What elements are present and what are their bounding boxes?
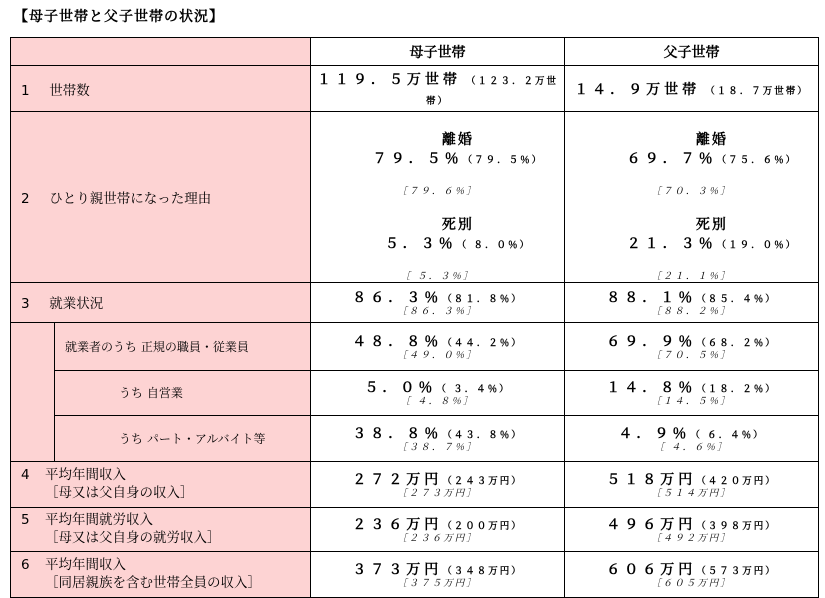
value-main: ８６．３％	[352, 289, 443, 306]
mother-cell	[311, 507, 565, 551]
divorce-label: 離婚	[695, 132, 728, 149]
value-main: ５．０％	[364, 380, 437, 397]
table-row	[11, 507, 819, 551]
row-title: うち 自営業	[55, 370, 311, 415]
value-prev: ［２７３万円］	[397, 487, 478, 499]
value-paren: （１９．０％）	[716, 239, 798, 251]
value-main: １１９．５万世帯	[316, 72, 461, 88]
value-prev: ［２３６万円］	[397, 532, 478, 544]
value-prev: ［ ４．６％］	[654, 441, 729, 453]
mother-cell	[311, 66, 565, 112]
value-main: １４．９万世帯	[574, 81, 701, 98]
value-paren: （ ３．４％）	[436, 384, 511, 396]
value-main: １４．８％	[606, 380, 697, 397]
status-table	[10, 37, 819, 598]
value-paren: （２００万円）	[442, 520, 523, 532]
row-number: 4	[21, 466, 30, 483]
value-main: ５１８万円	[606, 471, 697, 488]
father-cell	[565, 370, 819, 415]
value-main: ３８．８％	[352, 425, 443, 442]
father-cell	[565, 415, 819, 461]
father-cell	[565, 551, 819, 597]
value-paren: （４３．８％）	[442, 429, 523, 441]
death-label: 死別	[695, 217, 728, 234]
value-main: ２１．３％	[626, 235, 717, 252]
table-row	[11, 551, 819, 597]
row-number: 3	[21, 296, 30, 313]
row-label	[11, 282, 311, 322]
row-label	[11, 461, 311, 507]
value-prev: ［７０．５％］	[651, 349, 732, 361]
value-prev: ［１４．５％］	[651, 396, 732, 408]
row-label	[11, 551, 311, 597]
row-title: 就業者のうち 正規の職員・従業員	[55, 322, 311, 370]
indent-cell	[11, 370, 55, 415]
value-prev: ［５１４万円］	[651, 487, 732, 499]
value-prev: ［６０５万円］	[651, 577, 732, 589]
value-main: ６０６万円	[606, 561, 697, 578]
mother-cell	[311, 415, 565, 461]
table-row	[11, 66, 819, 112]
value-paren: （１８．７万世帯）	[705, 85, 809, 97]
value-main: ６９．７％	[626, 150, 717, 167]
value-prev: ［７９．６％］	[397, 185, 478, 197]
table-row	[11, 112, 819, 283]
header-blank	[11, 38, 311, 66]
value-prev: ［４９．０％］	[397, 349, 478, 361]
value-prev: ［３７５万円］	[397, 577, 478, 589]
value-main: ４８．８％	[352, 333, 443, 350]
value-paren: （２４３万円）	[442, 475, 523, 487]
value-paren: （ ８．０％）	[456, 239, 531, 251]
value-prev: ［７０．３％］	[651, 185, 732, 197]
value-paren: （１２３．２万世帯）	[425, 76, 559, 107]
value-main: ２３６万円	[352, 516, 443, 533]
value-paren: （３４８万円）	[442, 565, 523, 577]
value-paren: （４２０万円）	[696, 475, 777, 487]
divorce-label: 離婚	[441, 132, 474, 149]
row-title: 平均年間収入	[45, 556, 126, 573]
mother-cell	[311, 461, 565, 507]
value-main: ３７３万円	[352, 561, 443, 578]
value-paren: （８１．８％）	[442, 293, 523, 305]
row-title: ひとり親世帯になった理由	[49, 190, 212, 207]
row-number: 6	[21, 556, 30, 573]
value-prev: ［２１．１％］	[651, 270, 732, 282]
header-row	[11, 38, 819, 66]
row-number: 2	[21, 190, 30, 207]
row-label	[11, 112, 311, 283]
row-subtitle: ［同居親族を含む世帯全員の収入］	[45, 575, 261, 592]
value-paren: （６８．２％）	[696, 337, 777, 349]
value-main: ４．９％	[618, 425, 691, 442]
value-prev: ［８８．２％］	[651, 305, 732, 317]
row-subtitle: ［母又は父自身の収入］	[45, 485, 194, 502]
row-title: 世帯数	[49, 82, 90, 99]
value-prev: ［４９２万円］	[651, 532, 732, 544]
mother-cell	[311, 112, 565, 283]
value-main: ７９．５％	[372, 150, 463, 167]
value-prev: ［８６．３％］	[397, 305, 478, 317]
value-paren: （７５．６％）	[716, 154, 798, 166]
page-title: 【母子世帯と父子世帯の状況】	[14, 9, 224, 25]
mother-cell	[311, 370, 565, 415]
value-main: ８８．１％	[606, 289, 697, 306]
table-row	[11, 282, 819, 322]
table-row	[11, 370, 819, 415]
value-paren: （４４．２％）	[442, 337, 523, 349]
header-father: 父子世帯	[565, 38, 819, 66]
row-subtitle: ［母又は父自身の就労収入］	[45, 530, 221, 547]
value-main: ２７２万円	[352, 471, 443, 488]
value-prev: ［ ５．３％］	[400, 270, 475, 282]
table-row	[11, 461, 819, 507]
indent-cell	[11, 415, 55, 461]
indent-cell	[11, 322, 55, 370]
row-title: 平均年間収入	[45, 466, 126, 483]
row-title: うち パート・アルバイト等	[55, 415, 311, 461]
value-prev: ［３８．７％］	[397, 441, 478, 453]
row-title: 平均年間就労収入	[45, 511, 153, 528]
value-paren: （５７３万円）	[696, 565, 777, 577]
death-label: 死別	[441, 217, 474, 234]
value-main: ４９６万円	[606, 516, 697, 533]
father-cell	[565, 282, 819, 322]
mother-cell	[311, 322, 565, 370]
mother-cell	[311, 551, 565, 597]
row-label	[11, 66, 311, 112]
value-paren: （ ６．４％）	[690, 429, 765, 441]
value-paren: （８５．４％）	[696, 293, 777, 305]
father-cell	[565, 461, 819, 507]
father-cell	[565, 507, 819, 551]
value-paren: （７９．５％）	[462, 154, 544, 166]
row-label	[11, 507, 311, 551]
father-cell	[565, 112, 819, 283]
value-main: ５．３％	[384, 235, 457, 252]
row-number: 5	[21, 511, 30, 528]
value-paren: （３９８万円）	[696, 520, 777, 532]
table-row	[11, 322, 819, 370]
father-cell	[565, 66, 819, 112]
father-cell	[565, 322, 819, 370]
table-row	[11, 415, 819, 461]
row-title: 就業状況	[49, 296, 104, 313]
mother-cell	[311, 282, 565, 322]
value-main: ６９．９％	[606, 333, 697, 350]
value-prev: ［ ４．８％］	[400, 396, 475, 408]
row-number: 1	[21, 82, 30, 99]
header-mother: 母子世帯	[311, 38, 565, 66]
value-paren: （１８．２％）	[696, 384, 777, 396]
